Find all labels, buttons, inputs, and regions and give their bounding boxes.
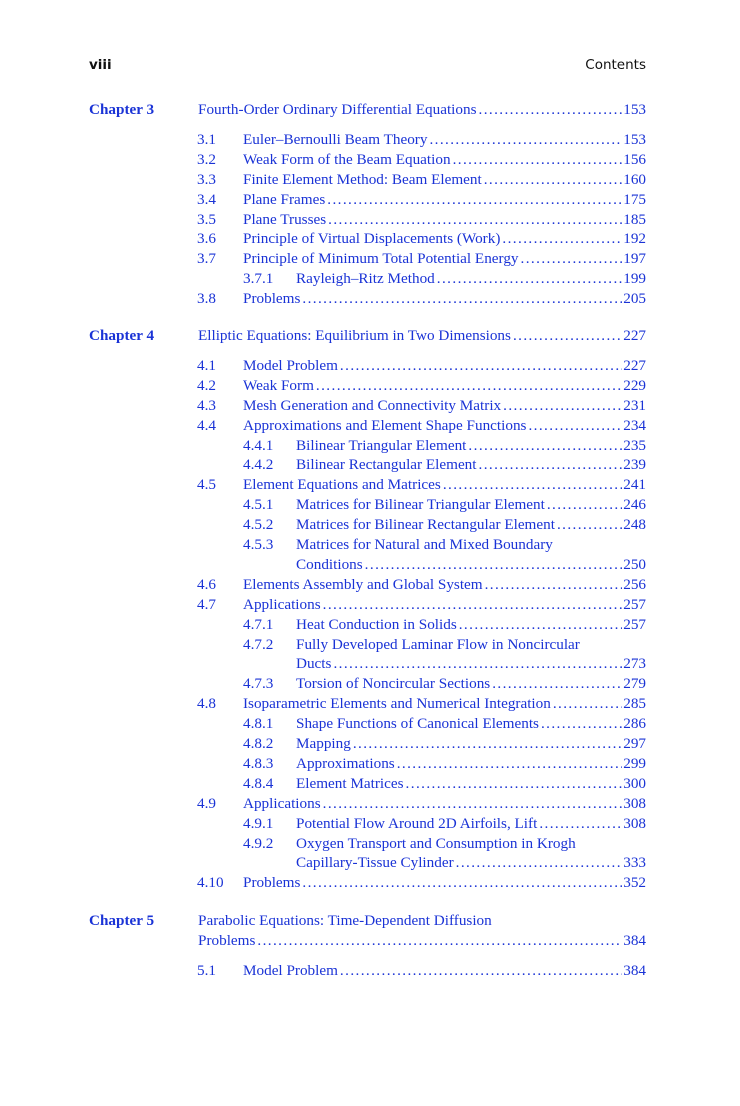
chapter-label: Chapter 3: [89, 101, 155, 118]
page-folio: viii: [89, 57, 112, 73]
section-entry[interactable]: [243, 475, 646, 495]
dot-leader: [340, 961, 622, 981]
entry-page-number: 153: [623, 130, 646, 148]
subsection-entry[interactable]: [296, 495, 646, 515]
entry-title: Plane Frames: [243, 190, 326, 208]
section-number: 4.10: [197, 874, 224, 892]
entry-page-number: 286: [623, 715, 646, 733]
entry-title: Elements Assembly and Global System: [243, 575, 483, 593]
section-number: 3.7: [197, 250, 216, 268]
dot-leader: [553, 694, 622, 714]
subsection-number: 4.5.3: [243, 536, 274, 553]
section-entry[interactable]: [243, 170, 646, 190]
dot-leader: [479, 455, 623, 475]
entry-title: Problems: [243, 290, 301, 308]
entry-title: Isoparametric Elements and Numerical Integration: [243, 695, 551, 713]
dot-leader: [479, 100, 623, 120]
entry-page-number: 185: [623, 210, 646, 228]
entry-page-number: 241: [623, 476, 646, 494]
dot-leader: [316, 376, 622, 396]
subsection-title: Fully Developed Laminar Flow in Noncircular: [296, 635, 580, 653]
section-number: 3.2: [197, 150, 216, 168]
section-number: 3.8: [197, 290, 216, 308]
entry-page-number: 192: [623, 230, 646, 248]
section-number: 4.1: [197, 356, 216, 374]
subsection-entry[interactable]: [296, 814, 646, 834]
dot-leader: [502, 229, 622, 249]
section-number: 4.4: [197, 416, 216, 434]
dot-leader: [468, 436, 622, 456]
subsection-number: 4.9.2: [243, 834, 274, 852]
entry-title: Model Problem: [243, 961, 338, 979]
section-number: 3.6: [197, 230, 216, 248]
entry-page-number: 273: [623, 655, 646, 673]
dot-leader: [521, 249, 623, 269]
subsection-entry[interactable]: [296, 674, 646, 694]
entry-page-number: 227: [623, 356, 646, 374]
section-entry[interactable]: [243, 229, 646, 249]
entry-title: Matrices for Bilinear Rectangular Element: [296, 516, 555, 534]
subsection-number: 4.9.1: [243, 814, 274, 832]
subsection-entry[interactable]: [296, 615, 646, 635]
entry-page-number: 235: [623, 436, 646, 454]
subsection-number: 4.8.4: [243, 774, 274, 792]
dot-leader: [302, 873, 622, 893]
dot-leader: [397, 754, 623, 774]
entry-title: Applications: [243, 595, 321, 613]
section-number: 4.2: [197, 376, 216, 394]
section-entry[interactable]: [243, 794, 646, 814]
subsection-number: 4.4.2: [243, 456, 274, 474]
subsection-number: 3.7.1: [243, 270, 274, 288]
entry-page-number: 384: [623, 961, 646, 979]
entry-page-number: 160: [623, 170, 646, 188]
subsection-entry[interactable]: [296, 455, 646, 475]
subsection-entry[interactable]: [296, 754, 646, 774]
entry-title: Weak Form: [243, 376, 314, 394]
entry-title: Bilinear Rectangular Element: [296, 456, 477, 474]
subsection-entry[interactable]: [296, 853, 646, 873]
subsection-number: 4.7.2: [243, 635, 274, 653]
entry-page-number: 175: [623, 190, 646, 208]
dot-leader: [557, 515, 622, 535]
entry-title: Approximations: [296, 754, 395, 772]
entry-page-number: 352: [623, 874, 646, 892]
entry-title: Principle of Minimum Total Potential Energy: [243, 250, 519, 268]
entry-page-number: 205: [623, 290, 646, 308]
section-number: 5.1: [197, 961, 216, 979]
section-entry[interactable]: [243, 130, 646, 150]
entry-page-number: 333: [623, 854, 646, 872]
entry-title: Heat Conduction in Solids: [296, 615, 457, 633]
section-entry[interactable]: [243, 694, 646, 714]
entry-page-number: 197: [623, 250, 646, 268]
entry-page-number: 256: [623, 575, 646, 593]
entry-page-number: 246: [623, 496, 646, 514]
section-number: 4.9: [197, 794, 216, 812]
entry-title: Torsion of Noncircular Sections: [296, 675, 491, 693]
section-number: 4.8: [197, 695, 216, 713]
chapter-label: Chapter 4: [89, 327, 155, 344]
section-entry[interactable]: [243, 595, 646, 615]
entry-title: Shape Functions of Canonical Elements: [296, 715, 539, 733]
entry-page-number: 156: [623, 150, 646, 168]
subsection-number: 4.8.3: [243, 754, 274, 772]
entry-title: Weak Form of the Beam Equation: [243, 150, 451, 168]
dot-leader: [539, 814, 622, 834]
subsection-entry[interactable]: [296, 436, 646, 456]
chapter-entry[interactable]: [198, 931, 646, 951]
section-entry[interactable]: [243, 416, 646, 436]
entry-title: Conditions: [296, 555, 363, 573]
entry-title: Elliptic Equations: Equilibrium in Two Dimensions: [198, 327, 511, 344]
dot-leader: [484, 170, 622, 190]
entry-title: Euler–Bernoulli Beam Theory: [243, 130, 428, 148]
entry-page-number: 285: [623, 695, 646, 713]
dot-leader: [429, 130, 622, 150]
entry-title: Plane Trusses: [243, 210, 327, 228]
entry-page-number: 239: [623, 456, 646, 474]
dot-leader: [541, 714, 622, 734]
dot-leader: [257, 931, 622, 951]
entry-title: Mesh Generation and Connectivity Matrix: [243, 396, 502, 414]
dot-leader: [503, 396, 622, 416]
dot-leader: [547, 495, 622, 515]
chapter-label: Chapter 5: [89, 912, 155, 929]
dot-leader: [340, 356, 622, 376]
chapter-title: Parabolic Equations: Time-Dependent Diffusion: [198, 912, 492, 929]
section-entry[interactable]: [243, 190, 646, 210]
entry-page-number: 300: [623, 774, 646, 792]
dot-leader: [302, 289, 622, 309]
section-entry[interactable]: [243, 289, 646, 309]
dot-leader: [323, 595, 623, 615]
section-entry[interactable]: [243, 150, 646, 170]
section-entry[interactable]: [243, 210, 646, 230]
entry-title: Model Problem: [243, 356, 338, 374]
entry-page-number: 199: [623, 270, 646, 288]
subsection-number: 4.8.1: [243, 715, 274, 733]
entry-page-number: 229: [623, 376, 646, 394]
dot-leader: [513, 326, 622, 346]
subsection-number: 4.4.1: [243, 436, 274, 454]
subsection-number: 4.7.1: [243, 615, 274, 633]
dot-leader: [456, 853, 623, 873]
entry-page-number: 297: [623, 735, 646, 752]
entry-title: Element Matrices: [296, 774, 404, 792]
section-number: 3.4: [197, 190, 216, 208]
dot-leader: [485, 575, 623, 595]
section-entry[interactable]: [243, 873, 646, 893]
section-number: 4.3: [197, 396, 216, 414]
section-entry[interactable]: [243, 356, 646, 376]
section-entry[interactable]: [243, 575, 646, 595]
section-entry[interactable]: [243, 396, 646, 416]
entry-page-number: 308: [623, 814, 646, 832]
entry-page-number: 257: [623, 615, 646, 633]
entry-title: Bilinear Triangular Element: [296, 436, 467, 454]
dot-leader: [406, 774, 623, 794]
entry-title: Fourth-Order Ordinary Differential Equations: [198, 101, 477, 118]
running-head-section: Contents: [585, 57, 646, 73]
section-entry[interactable]: [243, 961, 646, 981]
dot-leader: [365, 555, 623, 575]
entry-page-number: 308: [623, 794, 646, 812]
section-number: 4.6: [197, 575, 216, 593]
entry-page-number: 257: [623, 595, 646, 613]
subsection-entry[interactable]: [296, 734, 646, 754]
section-number: 4.5: [197, 476, 216, 494]
subsection-entry[interactable]: [296, 714, 646, 734]
section-number: 3.1: [197, 130, 216, 148]
entry-title: Finite Element Method: Beam Element: [243, 170, 482, 188]
entry-page-number: 279: [623, 675, 646, 693]
dot-leader: [437, 269, 622, 289]
entry-title: Matrices for Bilinear Triangular Element: [296, 496, 545, 514]
entry-title: Problems: [243, 874, 301, 892]
entry-page-number: 384: [623, 931, 646, 949]
entry-title: Mapping: [296, 735, 351, 752]
entry-title: Principle of Virtual Displacements (Work): [243, 230, 501, 248]
subsection-entry[interactable]: [296, 774, 646, 794]
chapter-entry[interactable]: [198, 326, 646, 346]
dot-leader: [443, 475, 622, 495]
subsection-entry[interactable]: [296, 515, 646, 535]
dot-leader: [459, 615, 622, 635]
entry-page-number: 248: [623, 516, 646, 534]
entry-page-number: 231: [623, 396, 646, 414]
section-entry[interactable]: [243, 376, 646, 396]
entry-title: Ducts: [296, 655, 332, 673]
entry-page-number: 227: [623, 327, 646, 344]
section-number: 3.3: [197, 170, 216, 188]
subsection-number: 4.8.2: [243, 735, 274, 752]
subsection-entry[interactable]: [296, 654, 646, 674]
dot-leader: [328, 210, 622, 230]
dot-leader: [453, 150, 623, 170]
subsection-entry[interactable]: [296, 269, 646, 289]
chapter-entry[interactable]: [198, 100, 646, 120]
dot-leader: [327, 190, 622, 210]
subsection-number: 4.5.1: [243, 496, 274, 514]
entry-page-number: 153: [623, 101, 646, 118]
entry-title: Element Equations and Matrices: [243, 476, 441, 494]
dot-leader: [333, 654, 622, 674]
dot-leader: [492, 674, 622, 694]
subsection-number: 4.7.3: [243, 675, 274, 693]
dot-leader: [528, 416, 622, 436]
entry-title: Potential Flow Around 2D Airfoils, Lift: [296, 814, 538, 832]
entry-title: Problems: [198, 931, 256, 949]
subsection-number: 4.5.2: [243, 516, 274, 534]
entry-title: Rayleigh–Ritz Method: [296, 270, 435, 288]
entry-page-number: 250: [623, 555, 646, 573]
section-entry[interactable]: [243, 249, 646, 269]
subsection-title: Oxygen Transport and Consumption in Krogh: [296, 834, 576, 852]
entry-title: Applications: [243, 794, 321, 812]
subsection-title: Matrices for Natural and Mixed Boundary: [296, 536, 553, 553]
entry-page-number: 299: [623, 754, 646, 772]
entry-title: Approximations and Element Shape Functions: [243, 416, 527, 434]
dot-leader: [353, 734, 622, 754]
subsection-entry[interactable]: [296, 555, 646, 575]
dot-leader: [323, 794, 623, 814]
section-number: 3.5: [197, 210, 216, 228]
entry-page-number: 234: [623, 416, 646, 434]
entry-title: Capillary-Tissue Cylinder: [296, 854, 454, 872]
section-number: 4.7: [197, 595, 216, 613]
